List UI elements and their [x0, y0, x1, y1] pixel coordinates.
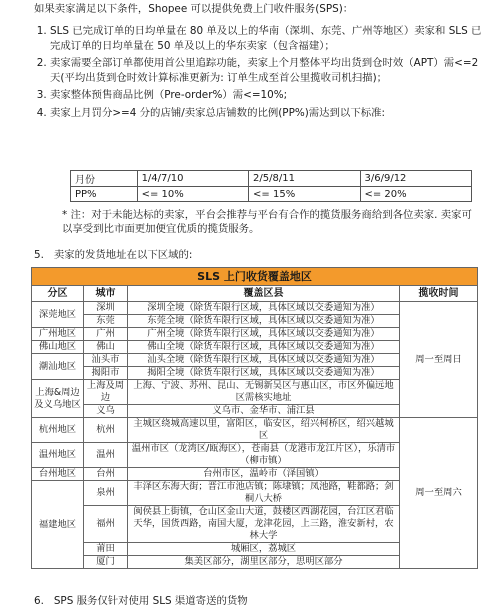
city-cell: 佛山 [84, 341, 128, 354]
coverage-cell: 城厢区，荔城区 [128, 543, 400, 556]
list-text: SPS 服务仅针对使用 SLS 渠道寄送的货物 [53, 595, 248, 607]
table-cell: 2/5/8/11 [249, 171, 360, 187]
city-cell: 广州 [84, 328, 128, 341]
note-text: * 注：对于未能达标的卖家，平台会推荐与平台有合作的揽货服务商给到各位卖家. 卖家可以享受到比市面更加便宜优质的揽货服务。 [62, 209, 472, 235]
city-cell: 揭阳市 [84, 367, 128, 380]
header-pickup: 揽收时间 [400, 286, 478, 302]
table-row [71, 171, 472, 187]
condition-item: 1. SLS 已完成订单的日均单量在 80 单及以上的华南（深圳、东莞、广州等地区）卖家和 SLS 已完成订单的日均单量在 50 单及以上的华东卖家（包含福建）； [50, 24, 490, 53]
coverage-cell: 集美区部分，湖里区部分，思明区部分 [128, 556, 400, 569]
conditions-list [34, 24, 490, 123]
region-cell: 佛山地区 [32, 341, 84, 354]
city-cell: 义乌 [84, 405, 128, 418]
table-row [32, 418, 478, 443]
coverage-cell: 佛山全境（除货车限行区域，具体区域以交委通知为准） [128, 341, 400, 354]
region-cell: 广州地区 [32, 328, 84, 341]
region-cell: 台州地区 [32, 468, 84, 481]
city-cell: 汕头市 [84, 354, 128, 367]
pickup-cell: 周一至周日 [400, 302, 478, 418]
table-cell: 月份 [71, 171, 138, 187]
region-cell: 温州地区 [32, 443, 84, 468]
coverage-cell: 温州市区（龙湾区/瓯海区），苍南县（龙港市龙江片区），乐清市（柳市镇） [128, 443, 400, 468]
list-number: 5. [34, 249, 54, 261]
city-cell: 台州 [84, 468, 128, 481]
intro-text: 如果卖家满足以下条件，Shopee 可以提供免费上门收件服务(SPS)： [34, 3, 354, 15]
list-text: 卖家的发货地址在以下区域的: [53, 249, 193, 261]
table-title: SLS 上门收货覆盖地区 [32, 268, 478, 286]
condition-item: 3. 卖家整体预售商品比例（Pre-order%）需<=10%; [50, 88, 490, 103]
coverage-cell: 东莞全境（除货车限行区域，具体区域以交委通知为准） [128, 315, 400, 328]
header-coverage: 覆盖区县 [128, 286, 400, 302]
table-cell: 1/4/7/10 [137, 171, 248, 187]
coverage-cell: 深圳全境（除货车限行区域，具体区域以交委通知为准） [128, 302, 400, 315]
coverage-cell: 主城区绕城高速以里，富阳区，临安区，绍兴柯桥区，绍兴越城区 [128, 418, 400, 443]
city-cell: 厦门 [84, 556, 128, 569]
region-cell: 上海&周边及义乌地区 [32, 380, 84, 418]
list-number: 6. [34, 595, 54, 607]
coverage-cell: 台州市区，温岭市（泽国镇） [128, 468, 400, 481]
table-cell: <= 20% [360, 187, 472, 202]
coverage-cell: 广州全境（除货车限行区域，具体区域以交委通知为准） [128, 328, 400, 341]
region-cell: 深莞地区 [32, 302, 84, 328]
table-cell: <= 10% [137, 187, 248, 202]
city-cell: 福州 [84, 506, 128, 543]
sls-coverage-table [31, 267, 478, 569]
pickup-cell: 周一至周六 [400, 418, 478, 569]
table-row [32, 302, 478, 315]
coverage-cell: 揭阳全境（除货车限行区域，具体区域以交委通知为准） [128, 367, 400, 380]
city-cell: 深圳 [84, 302, 128, 315]
table-cell: <= 15% [249, 187, 360, 202]
header-region: 分区 [32, 286, 84, 302]
table-cell: 3/6/9/12 [360, 171, 472, 187]
header-city: 城市 [84, 286, 128, 302]
region-cell: 杭州地区 [32, 418, 84, 443]
table-cell: PP% [71, 187, 138, 202]
city-cell: 泉州 [84, 481, 128, 506]
list-item-5 [34, 246, 474, 261]
condition-item: 4. 卖家上月罚分>=4 分的店铺/卖家总店铺数的比例(PP%)需达到以下标准: [50, 106, 490, 121]
city-cell: 莆田 [84, 543, 128, 556]
region-cell: 福建地区 [32, 481, 84, 569]
city-cell: 温州 [84, 443, 128, 468]
coverage-cell: 义乌市、金华市、浦江县 [128, 405, 400, 418]
coverage-cell: 丰泽区东海大街；晋江市池店镇；陈埭镇；凤池路，鞋都路；剑桐八大桥 [128, 481, 400, 506]
condition-item: 2. 卖家需要全部订单都使用首公里追踪功能，卖家上个月整体平均出货到仓时效（APT）需<=2 天(平均出货到仓时效计算标准更新为: 订单生成至首公里揽收司机扫描)； [50, 56, 490, 85]
coverage-cell: 闽侯县上街镇，仓山区金山大道，鼓楼区西湖花园，台江区君临天华，国货西路，南国大厦，龙津花园，上三路，淮安新村，农林大学 [128, 506, 400, 543]
coverage-cell: 上海、宁波、苏州、昆山、无锡新吴区与惠山区，市区外偏远地区需核实地址 [128, 380, 400, 405]
table-row [71, 187, 472, 202]
city-cell: 东莞 [84, 315, 128, 328]
city-cell: 上海及周边 [84, 380, 128, 405]
penalty-table [70, 170, 472, 202]
city-cell: 杭州 [84, 418, 128, 443]
coverage-cell: 汕头全境（除货车限行区域，具体区域以交委通知为准） [128, 354, 400, 367]
list-item-6 [34, 592, 474, 607]
region-cell: 潮汕地区 [32, 354, 84, 380]
